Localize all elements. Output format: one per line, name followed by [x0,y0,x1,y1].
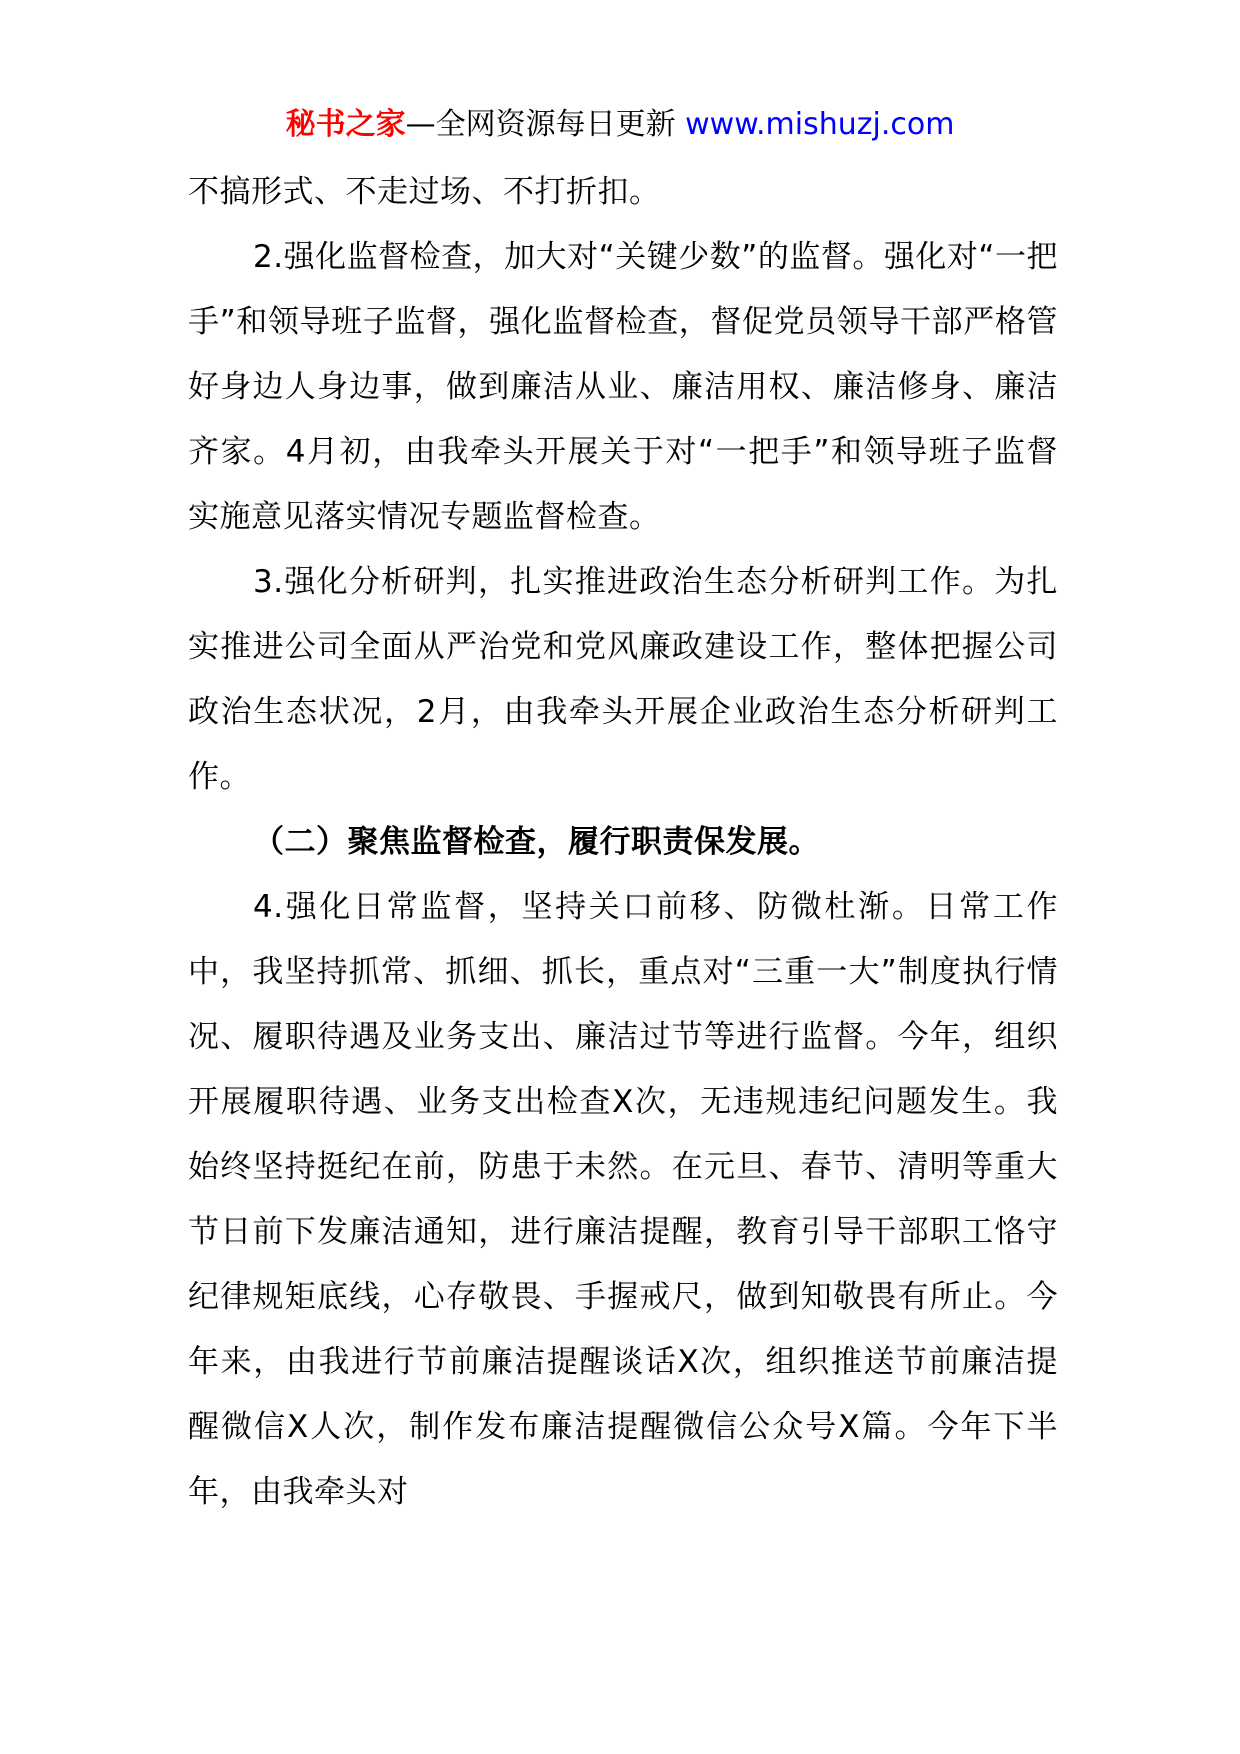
header-tagline: —全网资源每日更新 [405,107,686,142]
paragraph-continuation: 不搞形式、不走过场、不打折扣。 [188,174,661,210]
paragraph-item-4: 4.强化日常监督，坚持关口前移、防微杜渐。日常工作中，我坚持抓常、抓细、抓长，重点对“三重一大”制度执行情况、履职待遇及业务支出、廉洁过节等进行监督。今年，组织开展履职待遇、业务支出检查X次，无违规违纪问题发生。我始终坚持挺纪在前，防患于未然。在元旦、春节、清明等重大节日前下发廉洁通知，进行廉洁提醒，教育引导干部职工恪守纪律规矩底线，心存敬畏、手握戒尺，做到知敬畏有所止。今年来，由我进行节前廉洁提醒谈话X次，组织推送节前廉洁提醒微信X人次，制作发布廉洁提醒微信公众号X篇。今年下半年，由我牵头对 [188,889,1058,1510]
paragraph-item-3: 3.强化分析研判，扎实推进政治生态分析研判工作。为扎实推进公司全面从严治党和党风廉政建设工作，整体把握公司政治生态状况，2月，由我牵头开展企业政治生态分析研判工作。 [188,564,1058,795]
site-header [0,100,1240,150]
brand-name: 秘书之家 [285,107,406,142]
section-heading: （二）聚焦监督检查，履行职责保发展。 [253,824,820,860]
site-url-link[interactable]: www.mishuzj.com [685,107,955,142]
paragraph-item-2: 2.强化监督检查，加大对“关键少数”的监督。强化对“一把手”和领导班子监督，强化监督检查，督促党员领导干部严格管好身边人身边事，做到廉洁从业、廉洁用权、廉洁修身、廉洁齐家。4月初，由我牵头开展关于对“一把手”和领导班子监督实施意见落实情况专题监督检查。 [188,239,1058,535]
document-body [188,160,1058,1525]
